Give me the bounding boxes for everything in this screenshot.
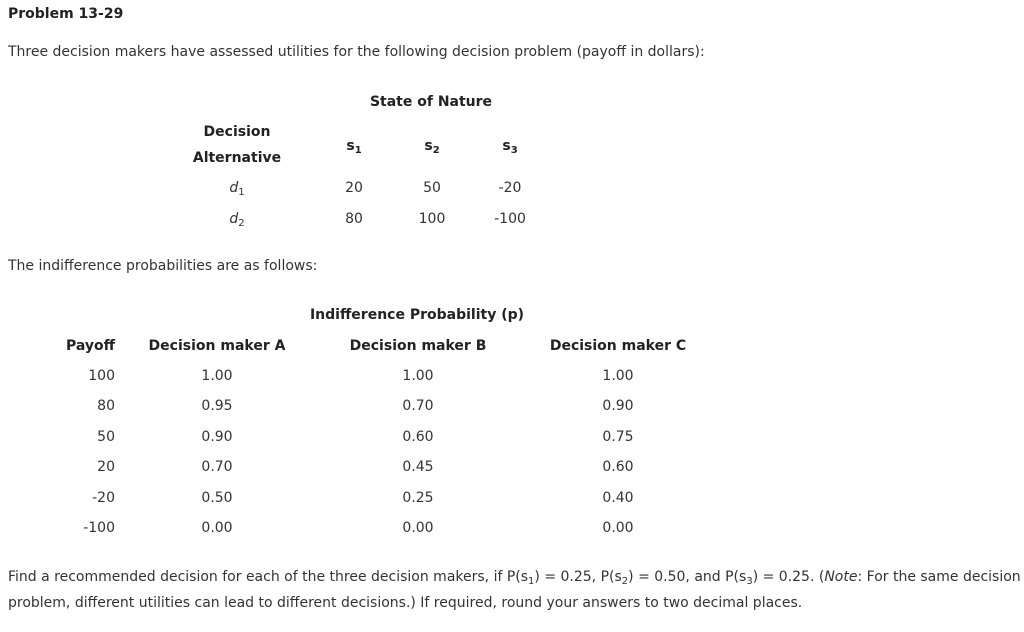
state-header-s1: $s_1$ [346, 138, 362, 156]
decision-header-line1: Decision [203, 124, 271, 140]
column-header-decision-maker-b: Decision maker B [349, 338, 487, 354]
probability-a: 0.00 [201, 520, 233, 536]
probability-a: 0.90 [201, 429, 233, 445]
payoff-value: 80 [97, 398, 115, 414]
indifference-intro: The indifference probabilities are as follows: [8, 258, 318, 274]
probability-c: 0.90 [602, 398, 634, 414]
probability-a: 1.00 [201, 368, 233, 384]
payoff-value: 50 [97, 429, 115, 445]
probability-c: 1.00 [602, 368, 634, 384]
column-header-payoff: Payoff [66, 338, 115, 354]
payoff-value: -20 [92, 490, 115, 506]
probability-c: 0.75 [602, 429, 634, 445]
probability-a: 0.50 [201, 490, 233, 506]
payoff-value: 20 [97, 459, 115, 475]
decision-header-line2: Alternative [192, 150, 282, 166]
payoff-cell: 50 [423, 180, 441, 196]
problem-title: Problem 13-29 [8, 6, 124, 22]
column-header-decision-maker-a: Decision maker A [148, 338, 286, 354]
probability-b: 0.60 [402, 429, 434, 445]
probability-a: 0.70 [201, 459, 233, 475]
payoff-cell: 80 [345, 211, 363, 227]
state-header-s2: $s_2$ [424, 138, 440, 156]
probability-b: 0.45 [402, 459, 434, 475]
probability-c: 0.60 [602, 459, 634, 475]
payoff-cell: 100 [418, 211, 446, 227]
probability-b: 0.70 [402, 398, 434, 414]
state-header-s3: $s_3$ [502, 138, 518, 156]
state-of-nature-header: State of Nature [369, 94, 493, 110]
probability-a: 0.95 [201, 398, 233, 414]
column-header-decision-maker-c: Decision maker C [549, 338, 687, 354]
probability-c: 0.40 [602, 490, 634, 506]
question-text: Find a recommended decision for each of the three decision makers, if $P(s_1) = 0.25$, $P(s_2) = 0.50$, and $P(s_3) = 0.25$. (Note: For the same decision problem, different utilities can lead to different decisions.) If required, round your answers to two decimal places. [8, 569, 1021, 611]
payoff-value: -100 [83, 520, 115, 536]
payoff-cell: -20 [498, 180, 522, 196]
decision-row-label-d1: $d_1$ [229, 180, 245, 198]
probability-b: 0.00 [402, 520, 434, 536]
intro-text: Three decision makers have assessed utilities for the following decision problem (payoff in dollars): [8, 44, 705, 60]
probability-b: 0.25 [402, 490, 434, 506]
probability-c: 0.00 [602, 520, 634, 536]
payoff-value: 100 [88, 368, 115, 384]
probability-b: 1.00 [402, 368, 434, 384]
note-label: Note [824, 569, 858, 585]
indifference-group-header: Indifference Probability (p) [309, 307, 525, 323]
decision-row-label-d2: $d_2$ [229, 211, 245, 229]
payoff-cell: 20 [345, 180, 363, 196]
payoff-cell: -100 [494, 211, 526, 227]
